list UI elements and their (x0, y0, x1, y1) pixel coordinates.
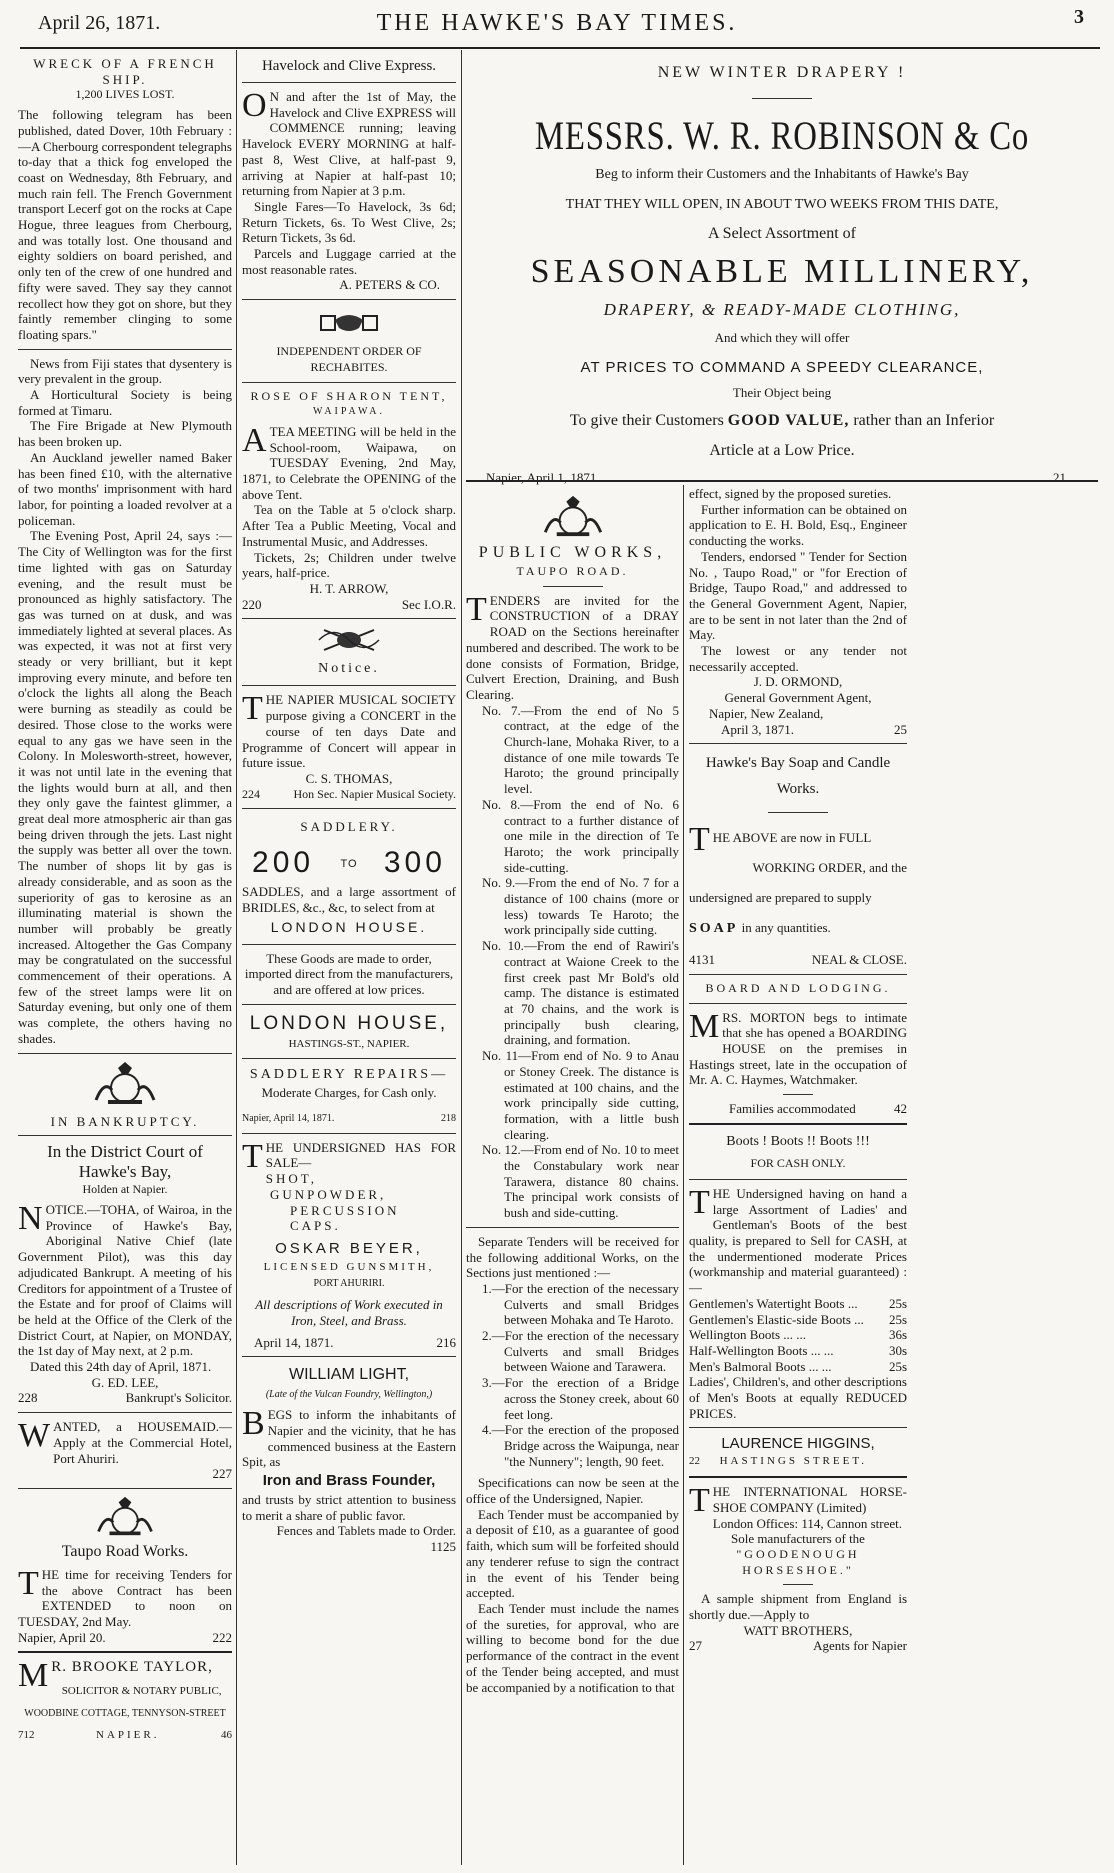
divider (689, 1476, 907, 1478)
express-heading: Havelock and Clive Express. (261, 58, 437, 74)
public-works-notice: ENDERS are invited for the CONSTRUCTION of a DRAY ROAD on the Sections hereinafter numbered and described. The work to be done consists of Formation, Bridge, Culvert Erection, Draining, and Bush Clearing. (466, 592, 679, 702)
public-works-sub: TAUPO ROAD. (516, 564, 629, 578)
column-divider (683, 485, 684, 1865)
musical-footer (242, 787, 456, 803)
tender-lowest: The lowest or any tender not necessarily accepted. (689, 643, 907, 674)
masthead (0, 0, 1114, 52)
ad-number: 220 (242, 596, 262, 612)
boots-price-list (689, 1296, 907, 1375)
divider (783, 1094, 813, 1095)
additional-work: 2.—For the erection of the necessary Culverts and small Bridges between Waione and Tarawera. (482, 1328, 679, 1375)
additional-work: 3.—For the erection of a Bridge across the Stoney creek, about 60 feet long. (482, 1375, 679, 1422)
news-items (18, 356, 232, 1047)
drop-cap: T (18, 1564, 39, 1602)
express-fares: Single Fares—To Havelock, 3s 6d; Return Tickets, 6s. To West Clive, 2s; Return Tickets, 3s 6d. (242, 198, 456, 246)
higgins-name: LAURENCE HIGGINS, (721, 1435, 875, 1453)
board-families: Families accommodated (729, 1101, 856, 1117)
soap-heading: Hawke's Bay Soap and Candle Works. (705, 755, 891, 798)
saddlery-to: TO (340, 858, 358, 871)
brooke-town: NAPIER. (96, 1728, 160, 1741)
price-item: Wellington Boots ... ... (689, 1327, 807, 1343)
price-row (689, 1312, 907, 1328)
oskar-role: LICENSED GUNSMITH, (263, 1260, 435, 1273)
issue-date: April 26, 1871. (38, 12, 161, 34)
rechabites-tea: Tea on the Table at 5 o'clock sharp. After Tea a Public Meeting, Vocal and Instrumental Music, and Addresses. (242, 502, 456, 549)
royal-crest-icon (90, 1060, 160, 1106)
ad-number: 222 (212, 1629, 232, 1645)
robinson-object: Their Object being (732, 385, 832, 401)
news-item: News from Fiji states that dysentery is very prevalent in the group. (18, 355, 232, 387)
additional-works (466, 1281, 679, 1469)
news-item: The Evening Post, April 24, says :—The City of Wellington was for the first time lighted with gas on Saturday evening, and the result must be pronounced as highly satisfactory. The gas was turned on at dusk, and was immediately lighted at several places. As was expected, it was not at first very steady or very brilliant, but it kept improving every minute, and before ten o'clock the lights all along the Beach were burning as steadily as could be desired. Those close to the works were equal to any gas we have seen in the Colony. In Molesworth-street, however, it was not until late in the evening that the lights would burn at all, and then they only gave the faintest glimmer, a great deal more atmospheric air than gas being driven through the jets. Last night the supply was better all over the town. The number of shops lit by gas is already considerable, and as soon as the superiority of gas to kerosine as an illuminating material is shown the number will probably be greatly increased. Altogether the Gas Company may be congratulated on the successful commencement of their operations. A few of the street lamps were lit on Saturday evening, but only one of them was complete, the others having no shades. (18, 528, 232, 1046)
tender-section: No. 7.—From the end of No 5 contract, at the edge of the Church-lane, Mohaka River, to a distance of one mile towards Te Haroto; the ground principally level. (482, 702, 679, 797)
price-item: Men's Balmoral Boots ... ... (689, 1358, 832, 1374)
horseshoe-sample: A sample shipment from England is shortly due.—Apply to (689, 1591, 907, 1623)
music-trophy-icon (314, 625, 384, 655)
robinson-open: THAT THEY WILL OPEN, IN ABOUT TWO WEEKS FROM THIS DATE, (565, 196, 999, 212)
wreck-article: The following telegram has been published, dated Dover, 10th February :—A Cherbourg correspondent telegraphs to-day that a thick fog enveloped the coast on Wednesday, 8th February, and much rain fell. The French Government transport Lecerf got on the rocks at Cape Hogue, three leagues from Cherbourg, and was totally lost. One thousand and eighty soldiers on board perished, and only ten of the crew of one hundred and fifty were saved. They say they cannot recollect how they got on shore, but they faintly remember clinging to some floating spars." (18, 107, 232, 342)
price-value: 25s (888, 1311, 907, 1327)
drop-cap: T (689, 1183, 710, 1221)
drop-cap: A (242, 421, 267, 459)
rechabites-tickets: Tickets, 2s; Children under twelve years, half-price. (242, 549, 456, 581)
divider (18, 349, 232, 350)
specifications: Specifications can now be seen at the office of the Undersigned, Napier. (466, 1475, 679, 1507)
repairs-heading: SADDLERY REPAIRS— (249, 1067, 449, 1083)
tender-sections (466, 703, 679, 1221)
news-item: An Auckland jeweller named Baker has been fined £10, with the alternative of two months' imprisonment with hard labor, for pointing a loaded revolver at a policeman. (18, 449, 232, 528)
repairs-subheading: Moderate Charges, for Cash only. (261, 1085, 437, 1101)
price-row (689, 1359, 907, 1375)
col4-inner (689, 486, 907, 1654)
horseshoe-name: "GOODENOUGH HORSESHOE." (736, 1546, 860, 1577)
robinson-value (466, 413, 1098, 429)
millinery-heading: SEASONABLE MILLINERY, (530, 253, 1034, 291)
drop-cap: M (18, 1657, 49, 1695)
price-item: Gentlemen's Elastic-side Boots ... (689, 1311, 864, 1327)
robinson-offer: And which they will offer (714, 329, 850, 345)
ad-number: 1125 (430, 1539, 456, 1555)
ad-number: 227 (212, 1466, 232, 1482)
express-notice: N and after the 1st of May, the Havelock and Clive EXPRESS will COMMENCE running; leaving Havelock EVERY MORNING at half-past 8, West Clive, at half-past 9, arriving at Napier at half-past 10; returning from Napier at 3 p.m. (242, 89, 456, 199)
repairs-place: Napier, April 14, 1871. (242, 1113, 335, 1125)
drop-cap: T (242, 690, 263, 728)
tender-section: No. 8.—From the end of No. 6 contract to a further distance of one mile in the direction of Te Haroto; the work principally side-cutting. (482, 796, 679, 875)
drop-cap: T (242, 1137, 263, 1175)
wanted-ad: ANTED, a HOUSEMAID.— Apply at the Commercial Hotel, Port Ahuriri. (53, 1419, 232, 1466)
tender-section: No. 10.—From the end of Rawiri's contract at Waione Creek to the first creek past Mr Bold's old camp. The distance is estimated at 70 chains, and the work is principally bush clearing, draining, and formation. (482, 938, 679, 1048)
drop-cap: W (18, 1417, 51, 1455)
robinson-beg: Beg to inform their Customers and the Inhabitants of Hawke's Bay (595, 167, 969, 182)
divider (242, 382, 456, 383)
tender-endorsed: Tenders, endorsed " Tender for Section No. , Taupo Road," or "for Erection of Bridge, Taupo Road," and addressed to the General Government Agent, Napier, are to be sent in not later than the 2nd of May. (689, 548, 907, 643)
column-divider (236, 50, 237, 1865)
ad-number: 4131 (689, 952, 715, 968)
wreck-heading: WRECK OF A FRENCH SHIP. (33, 56, 217, 87)
ad-number: 228 (18, 1390, 38, 1406)
brooke-address: WOODBINE COTTAGE, TENNYSON-STREET (24, 1707, 226, 1719)
value-emphasis: GOOD VALUE, (727, 411, 850, 429)
boots-notice: HE Undersigned having on hand a large Assortment of Ladies' and Gentleman's Boots of the best quality, is prepared to Sell for CASH, at the undermentioned moderate Prices (workmanship and material guaranteed) :— (689, 1185, 907, 1296)
handshake-icon (319, 306, 379, 340)
additional-work: 1.—For the erection of the necessary Culverts and small Bridges between Mohaka and Te Haroto. (482, 1280, 679, 1328)
oskar-name: OSKAR BEYER, (275, 1239, 423, 1257)
column-3 (466, 490, 679, 1695)
drop-cap: N (18, 1200, 43, 1237)
drop-cap: T (466, 590, 487, 628)
column-4 (689, 486, 1099, 1654)
repairs-footer (242, 1111, 456, 1127)
express-parcels: Parcels and Luggage carried at the most reasonable rates. (242, 246, 456, 277)
ad-number: 712 (18, 1728, 35, 1741)
divider (18, 1135, 232, 1136)
london-house-address: HASTINGS-ST., NAPIER. (288, 1037, 410, 1050)
brooke-name: R. BROOKE TAYLOR, (51, 1659, 213, 1676)
horseshoe-offices: London Offices: 114, Cannon street. (712, 1515, 902, 1531)
ad-number: 216 (436, 1334, 456, 1350)
sale-item: PERCUSSION CAPS. (290, 1202, 400, 1234)
ormond-date: April 3, 1871. (721, 721, 794, 737)
tender-section: No. 12.—From end of No. 10 to meet the Constabulary work near Tarawera, distance 80 chains. The principal work consists of bush and side-cutting. (482, 1142, 679, 1221)
musical-role: Hon Sec. Napier Musical Society. (293, 786, 456, 801)
divider (242, 944, 456, 945)
notice-dated: Dated this 24th day of April, 1871. (30, 1359, 212, 1375)
price-row (689, 1343, 907, 1359)
rechabites-notice: TEA MEETING will be held in the School-room, Waipawa, on TUESDAY Evening, 2nd May, 1871, to Celebrate the OPENING of the above Tent. (242, 423, 456, 502)
robinson-select: A Select Assortment of (708, 225, 856, 243)
divider (768, 812, 828, 813)
price-item: Gentlemen's Watertight Boots ... (689, 1295, 858, 1311)
drop-cap: T (689, 821, 710, 859)
drop-cap: M (689, 1007, 720, 1045)
express-signatory: A. PETERS & CO. (339, 277, 440, 293)
value-prefix: To give their Customers (569, 411, 724, 429)
boots-ladies: Ladies', Children's, and other descriptions of Men's Boots at equally REDUCED PRICES. (689, 1374, 907, 1421)
saddlery-upto: 300 (383, 846, 446, 880)
tender-section: No. 11—From end of No. 9 to Anau or Stoney Creek. The distance is estimated at 100 chains, and the work principally side cutting, formation, with a little bush clearing. (482, 1048, 679, 1142)
bankruptcy-notice: OTICE.—TOHA, of Wairoa, in the Province of Hawke's Bay, Aboriginal Native Chief (late Government Pilot), was this day adjudicated Bankrupt. A meeting of his Creditors for appointment of a Trustee of the Estate and for proof of Claims will be held at the Office of the Clerk of the District Court, at Napier, on MONDAY, the 1st day of May next, at 2 p.m. (18, 1202, 232, 1359)
divider (242, 1058, 456, 1059)
notice-role: Bankrupt's Solicitor. (125, 1390, 232, 1406)
column-divider (461, 50, 462, 1865)
notice-heading: Notice. (318, 661, 380, 677)
ad-number: 22 (689, 1455, 700, 1468)
board-heading: BOARD AND LODGING. (705, 980, 891, 995)
brooke-footer (18, 1728, 232, 1744)
sureties: Each Tender must include the names of the sureties, for approval, who are willing to become bond for the due performance of the contract in the event of the Tender being accepted, and must be accompanied by a notification to that (466, 1601, 679, 1695)
court-subheading: Holden at Napier. (82, 1182, 168, 1197)
price-item: Half-Wellington Boots ... ... (689, 1342, 834, 1358)
price-value: 25s (888, 1295, 907, 1311)
divider (242, 1356, 456, 1357)
divider (242, 299, 456, 300)
divider (18, 1488, 232, 1489)
robinson-place: Napier, April 1, 1871. (486, 470, 600, 486)
deposit: Each Tender must be accompanied by a deposit of £10, as a guarantee of good faith, which sum will be forfeited should any tenderer refuse to sign the contract in the event of his Tender being accepted. (466, 1506, 679, 1601)
divider (242, 1133, 456, 1134)
higgins-address: HASTINGS STREET. (719, 1455, 867, 1468)
horseshoe-heading: HE INTERNATIONAL HORSE-SHOE COMPANY (Limited) (712, 1484, 907, 1515)
rechabites-footer (242, 597, 456, 613)
page-number: 3 (1074, 6, 1084, 28)
firm-name: MESSRS. W. R. ROBINSON & Co (534, 113, 1030, 158)
tender-effect: effect, signed by the proposed sureties. (689, 486, 892, 501)
london-house-heading: LONDON HOUSE, (249, 1012, 449, 1034)
ad-number: 224 (242, 786, 260, 801)
price-row (689, 1296, 907, 1312)
ormond-footer (689, 722, 907, 738)
sale-item: GUNPOWDER, (270, 1186, 387, 1202)
brooke-role: SOLICITOR & NOTARY PUBLIC, (61, 1685, 222, 1698)
sale-item: SHOT, (265, 1171, 318, 1187)
robinson-footer (466, 470, 1098, 486)
saddlery-from: 200 (252, 846, 315, 880)
ormond-name: J. D. ORMOND, (753, 674, 843, 690)
ad-number: 218 (441, 1113, 456, 1125)
taupo-notice: HE time for receiving Tenders for the above Contract has been EXTENDED to noon on TUESDAY, 2nd May. (18, 1566, 232, 1630)
ormond-role: General Government Agent, (724, 690, 872, 706)
ad-number: 42 (894, 1101, 907, 1117)
value-suffix: rather than an Inferior (853, 411, 995, 429)
public-works-heading: PUBLIC WORKS, (478, 544, 667, 561)
divider (783, 1584, 813, 1585)
divider (18, 1412, 232, 1413)
higgins-footer (689, 1454, 907, 1470)
price-value: 25s (888, 1358, 907, 1374)
soap-signatory: NEAL & CLOSE. (811, 952, 907, 968)
tender-further: Further information can be obtained on application to E. H. Bold, Esq., Engineer conducting the works. (689, 501, 907, 549)
boots-heading: Boots ! Boots !! Boots !!! (726, 1133, 870, 1149)
section-rule (466, 480, 1098, 482)
light-trusts: and trusts by strict attention to business to merit a share of public favor. (242, 1491, 456, 1523)
drop-cap: O (242, 87, 267, 124)
robinson-advertisement (466, 62, 1098, 486)
watt-role: Agents for Napier (813, 1638, 907, 1654)
oskar-footer (242, 1335, 456, 1351)
divider (689, 1123, 907, 1125)
clothing-heading: DRAPERY, & READY-MADE CLOTHING, (603, 300, 961, 320)
tender-section: No. 9.—From the end of No. 7 for a distance of 100 chains (more or less) towards Te Haroto; the work principally side cutting. (482, 875, 679, 938)
divider (466, 1227, 679, 1228)
watt-footer (689, 1638, 907, 1654)
additional-work: 4.—For the erection of the proposed Bridge across the Waipunga, near "the Nunnery"; length, 90 feet. (482, 1422, 679, 1469)
rechabites-signatory: H. T. ARROW, (309, 580, 389, 596)
ormond-place: Napier, New Zealand, (709, 705, 824, 721)
saddlery-house: LONDON HOUSE. (270, 918, 428, 935)
court-heading: In the District Court of Hawke's Bay, (47, 1142, 203, 1182)
robinson-article: Article at a Low Price. (709, 441, 855, 459)
divider (689, 1427, 907, 1428)
rechabites-role: Sec I.O.R. (401, 596, 456, 612)
board-notice: RS. MORTON begs to intimate that she has opened a BOARDING HOUSE on the premises in Hastings street, late in the occupation of Mr. A. C. Haymes, Watchmaker. (689, 1009, 907, 1088)
divider (689, 743, 907, 744)
masthead-rule (20, 47, 1100, 49)
news-item: The Fire Brigade at New Plymouth has been broken up. (18, 418, 232, 450)
board-footer (689, 1101, 907, 1117)
watt-name: WATT BROTHERS, (743, 1622, 853, 1638)
price-row (689, 1327, 907, 1343)
divider (689, 1003, 907, 1004)
saddlery-heading: SADDLERY. (300, 819, 398, 835)
royal-crest-icon (90, 1495, 160, 1537)
ad-number: 25 (894, 721, 907, 737)
horseshoe-sole: Sole manufacturers of the (731, 1531, 865, 1547)
oskar-place: PORT AHURIRI. (313, 1277, 385, 1289)
bankruptcy-heading: IN BANKRUPTCY. (50, 1113, 200, 1129)
drapery-heading: NEW WINTER DRAPERY ! (657, 64, 907, 81)
divider (752, 98, 812, 99)
oskar-description: All descriptions of Work executed in Iron, Steel, and Brass. (255, 1297, 443, 1329)
separate-tenders: Separate Tenders will be received for the following additional Works, on the Sections just mentioned :— (466, 1233, 679, 1281)
column-1 (18, 56, 232, 1743)
soap-word: SOAP (689, 921, 739, 937)
divider (242, 618, 456, 619)
divider (242, 1004, 456, 1005)
musical-signatory: C. S. THOMAS, (305, 770, 393, 786)
light-fences: Fences and Tablets made to Order. (276, 1523, 456, 1539)
drop-cap: T (689, 1482, 710, 1520)
rechabites-tent: ROSE OF SHARON TENT, (250, 388, 448, 403)
paper-title: THE HAWKE'S BAY TIMES. (376, 10, 738, 36)
saddlery-body: SADDLES, and a large assortment of BRIDLES, &c., &c, to select from at (242, 884, 456, 915)
divider (18, 1053, 232, 1054)
divider (689, 974, 907, 975)
soap-line: HE ABOVE are now in FULL (712, 830, 872, 846)
oskar-date: April 14, 1871. (254, 1334, 334, 1350)
robinson-prices: AT PRICES TO COMMAND A SPEEDY CLEARANCE, (580, 358, 984, 376)
drop-cap: B (242, 1405, 265, 1443)
divider (242, 82, 456, 83)
sale-heading: HE UNDERSIGNED HAS FOR SALE— (265, 1139, 456, 1171)
ad-number: 21 (1053, 470, 1066, 486)
taupo-place: Napier, April 20. (18, 1629, 106, 1645)
notice-signatory: G. ED. LEE, (91, 1374, 159, 1390)
saddlery-goods: These Goods are made to order, imported direct from the manufacturers, and are offered at low prices. (244, 950, 454, 997)
price-value: 30s (888, 1342, 907, 1358)
taupo-footer (18, 1630, 232, 1646)
musical-notice: HE NAPIER MUSICAL SOCIETY purpose giving a CONCERT in the course of ten days Date and Programme of Concert will appear in future issue. (242, 692, 456, 771)
ad-number: 27 (689, 1638, 702, 1654)
ad-number: 46 (220, 1728, 232, 1741)
divider (543, 586, 603, 587)
news-item: A Horticultural Society is being formed at Timaru. (18, 387, 232, 418)
rechabites-place: WAIPAWA. (313, 406, 385, 418)
soap-line: in any quantities. (741, 920, 831, 936)
boots-cash: FOR CASH ONLY. (750, 1155, 846, 1170)
light-name: WILLIAM LIGHT, (288, 1366, 410, 1384)
divider (689, 1179, 907, 1180)
taupo-heading: Taupo Road Works. (61, 1542, 189, 1560)
price-value: 36s (888, 1327, 907, 1343)
divider (18, 1651, 232, 1653)
royal-crest-icon (538, 494, 608, 538)
column-2 (242, 56, 456, 1555)
light-late: (Late of the Vulcan Foundry, Wellington,) (265, 1389, 433, 1401)
saddlery-range (242, 843, 456, 884)
wreck-subheading: 1,200 LIVES LOST. (75, 87, 175, 102)
divider (242, 685, 456, 686)
divider (242, 808, 456, 809)
notice-footer (18, 1390, 232, 1406)
light-notice: EGS to inform the inhabitants of Napier and the vicinity, that he has commenced business at the Eastern Spit, as (242, 1407, 456, 1470)
soap-footer (689, 952, 907, 968)
soap-line: WORKING ORDER, and the (752, 860, 907, 876)
soap-line: undersigned are prepared to supply (689, 890, 872, 906)
rechabites-heading: INDEPENDENT ORDER OF RECHABITES. (276, 344, 422, 374)
light-trade: Iron and Brass Founder, (262, 1471, 436, 1489)
